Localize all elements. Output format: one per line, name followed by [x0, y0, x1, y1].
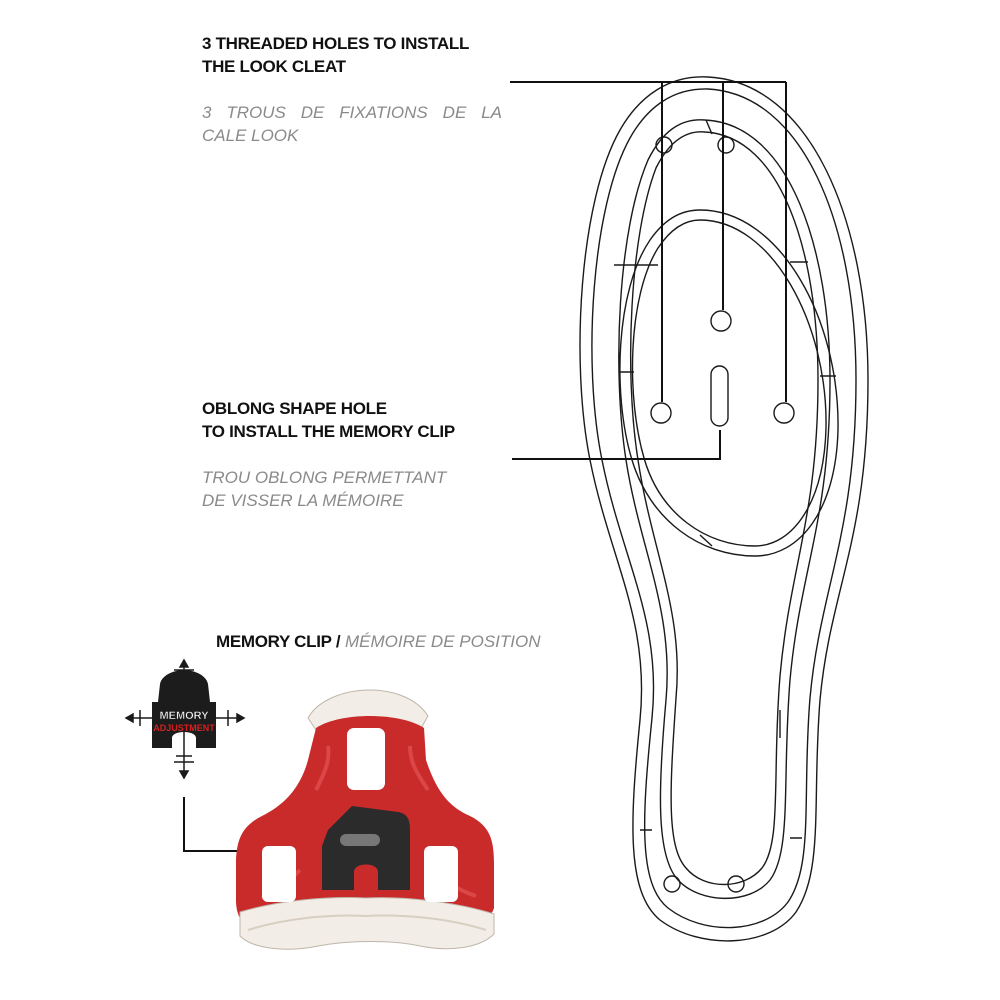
sole-inner-rand	[619, 120, 830, 899]
oblong-hole-label-fr-line-1: TROU OBLONG PERMETTANT	[202, 468, 447, 487]
look-cleat	[236, 690, 494, 949]
memory-adjustment-logo	[126, 660, 244, 778]
threaded-hole-right-icon	[774, 403, 794, 423]
memory-clip-title-en: MEMORY CLIP /	[216, 632, 341, 651]
front-hole-left-icon	[656, 137, 672, 153]
threaded-holes-label-fr-line-1: 3 TROUS DE FIXATIONS DE LA	[202, 103, 502, 122]
threaded-hole-left-icon	[651, 403, 671, 423]
threaded-hole-top-icon	[711, 311, 731, 331]
cleat-slot-left	[262, 846, 296, 902]
logo-text-adjustment: ADJUSTMENT	[153, 723, 215, 733]
front-hole-right-icon	[718, 137, 734, 153]
threaded-holes-label-fr-line-2: CALE LOOK	[202, 126, 299, 145]
oblong-hole-label-line-1: OBLONG SHAPE HOLE	[202, 399, 387, 418]
oblong-hole-icon	[711, 366, 728, 426]
threaded-holes-label-line-2: THE LOOK CLEAT	[202, 57, 346, 76]
memory-clip-slot	[340, 834, 380, 846]
heel-hole-left-icon	[664, 876, 680, 892]
oblong-hole-leader	[512, 430, 720, 459]
rand-tick-marks	[614, 120, 836, 838]
cleat-slot-top	[347, 728, 385, 790]
threaded-holes-label-line-1: 3 THREADED HOLES TO INSTALL	[202, 34, 470, 53]
cleat-slot-right	[424, 846, 458, 902]
sole-inner-rand-inner	[631, 132, 818, 885]
oblong-hole-label-line-2: TO INSTALL THE MEMORY CLIP	[202, 422, 455, 441]
oblong-hole-label-fr-line-2: DE VISSER LA MÉMOIRE	[202, 491, 404, 510]
memory-clip-title-fr: MÉMOIRE DE POSITION	[344, 632, 541, 651]
logo-text-memory: MEMORY	[159, 710, 209, 722]
